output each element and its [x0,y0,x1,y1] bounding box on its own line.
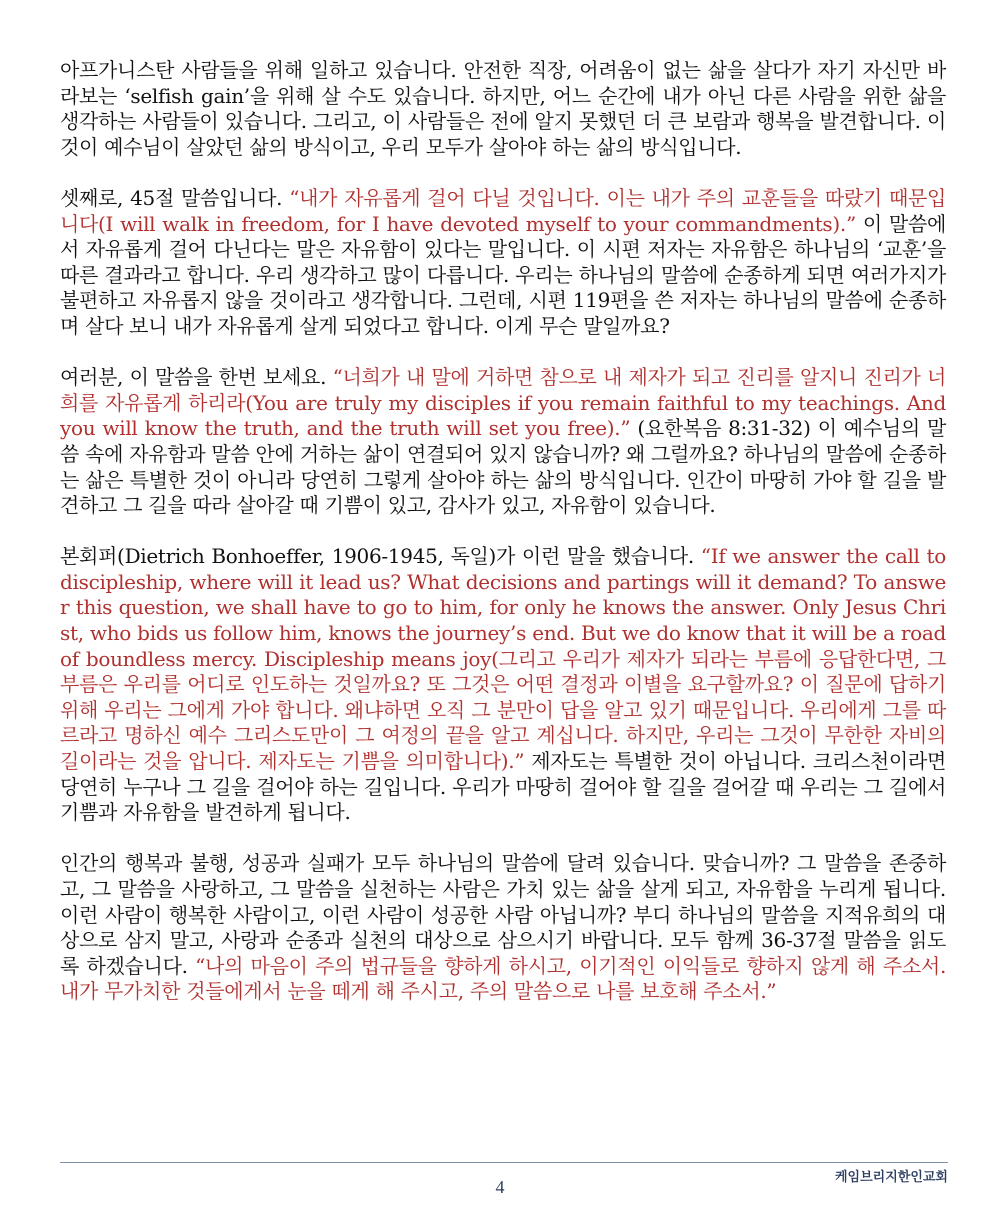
text-run: 본회퍼(Dietrich Bonhoeffer, 1906-1945, 독일)가 이런 말을 했습니다. [60,544,701,569]
paragraph-5 [60,851,946,1005]
text-run: 셋째로, 45절 말씀입니다. [60,185,290,210]
scripture-quote: “너희가 내 말에 거하면 참으로 내 제자가 되고 진리를 알지니 진리가 너희를 자유롭게 하리라(You are truly my disciples if you remain faithful to my teachings. And you will know the truth, and the truth will set you free).” [60,365,946,441]
paragraph-4 [60,544,946,826]
scripture-quote: “나의 마음이 주의 법규들을 향하게 하시고, 이기적인 이익들로 향하지 않게 해 주소서. 내가 무가치한 것들에게서 눈을 떼게 해 주시고, 주의 말씀으로 나를 보호해 주소서.” [60,953,946,1004]
paragraph-2 [60,186,946,340]
text-run: 여러분, 이 말씀을 한번 보세요. [60,365,333,390]
text-run: 아프가니스탄 사람들을 위해 일하고 있습니다. 안전한 직장, 어려움이 없는 삶을 살다가 자기 자신만 바라보는 ‘selfish gain’을 위해 살 수도 있습니다. 하지만, 어느 순간에 내가 아닌 다른 사람을 위한 삶을 생각하는 사람들이 있습니다. 그리고, 이 사람들은 전에 알지 못했던 더 큰 보람과 행복을 발견합니다. 이것이 예수님이 살았던 삶의 방식이고, 우리 모두가 살아야 하는 삶의 방식입니다. [60,58,946,159]
paragraph-1 [60,58,946,160]
bonhoeffer-quote: “If we answer the call to discipleship, where will it lead us? What decisions and partings will it demand? To answer this question, we shall have to go to him, for only he knows the answer. Only Jesus Christ, who bids us follow him, knows the journey’s end. But we do know that it will be a road of boundless mercy. Discipleship means joy(그리고 우리가 제자가 되라는 부름에 응답한다면, 그 부름은 우리를 어디로 인도하는 것일까요? 또 그것은 어떤 결정과 이별을 요구할까요? 이 질문에 답하기 위해 우리는 그에게 가야 합니다. 왜냐하면 오직 그 분만이 답을 알고 있기 때문입니다. 우리에게 그를 따르라고 명하신 예수 그리스도만이 그 여정의 끝을 알고 계십니다. 하지만, 우리는 그것이 무한한 자비의 길이라는 것을 압니다. 제자도는 기쁨을 의미합니다).” [60,544,947,774]
page-number: 4 [495,1177,505,1197]
text-run: 인간의 행복과 불행, 성공과 실패가 모두 하나님의 말씀에 달려 있습니다. 맞습니까? 그 말씀을 존중하고, 그 말씀을 사랑하고, 그 말씀을 실천하는 사람은 가치 있는 삶을 살게 되고, 자유함을 누리게 됩니다. 이런 사람이 행복한 사람이고, 이런 사람이 성공한 사람 아닙니까? 부디 하나님의 말씀을 지적유희의 대상으로 삼지 말고, 사랑과 순종과 실천의 대상으로 삼으시기 바랍니다. 모두 함께 36-37절 말씀을 읽도록 하겠습니다. [60,851,946,978]
text-run: (요한복음 8:31-32) 이 예수님의 말씀 속에 자유함과 말씀 안에 거하는 삶이 연결되어 있지 않습니까? 왜 그럴까요? 하나님의 말씀에 순종하는 삶은 특별한 것이 아니라 당연히 그렇게 살아야 하는 삶의 방식입니다. 인간이 마땅히 가야 할 길을 발견하고 그 길을 따라 살아갈 때 기쁨이 있고, 감사가 있고, 자유함이 있습니다. [60,416,946,518]
paragraph-3 [60,365,946,519]
church-name: 케임브리지한인교회 [834,1170,948,1185]
text-run: 제자도는 특별한 것이 아닙니다. 크리스천이라면 당연히 누구나 그 길을 걸어야 하는 길입니다. 우리가 마땅히 걸어야 할 길을 걸어갈 때 우리는 그 길에서 기쁨과 자유함을 발견하게 됩니다. [60,749,946,825]
body-text [60,58,946,1031]
scripture-quote: “내가 자유롭게 걸어 다닐 것입니다. 이는 내가 주의 교훈들을 따랐기 때문입니다(I will walk in freedom, for I have devoted myself to your commandments).” [60,185,947,236]
footer-divider [60,1162,948,1163]
text-run: 이 말씀에서 자유롭게 걸어 다닌다는 말은 자유함이 있다는 말입니다. 이 시편 저자는 자유함은 하나님의 ‘교훈’을 따른 결과라고 합니다. 우리 생각하고 많이 다릅니다. 우리는 하나님의 말씀에 순종하게 되면 여러가지가 불편하고 자유롭지 않을 것이라고 생각합니다. 그런데, 시편 119편을 쓴 저자는 하나님의 말씀에 순종하며 살다 보니 내가 자유롭게 살게 되었다고 합니다. 이게 무슨 말일까요? [60,211,946,338]
